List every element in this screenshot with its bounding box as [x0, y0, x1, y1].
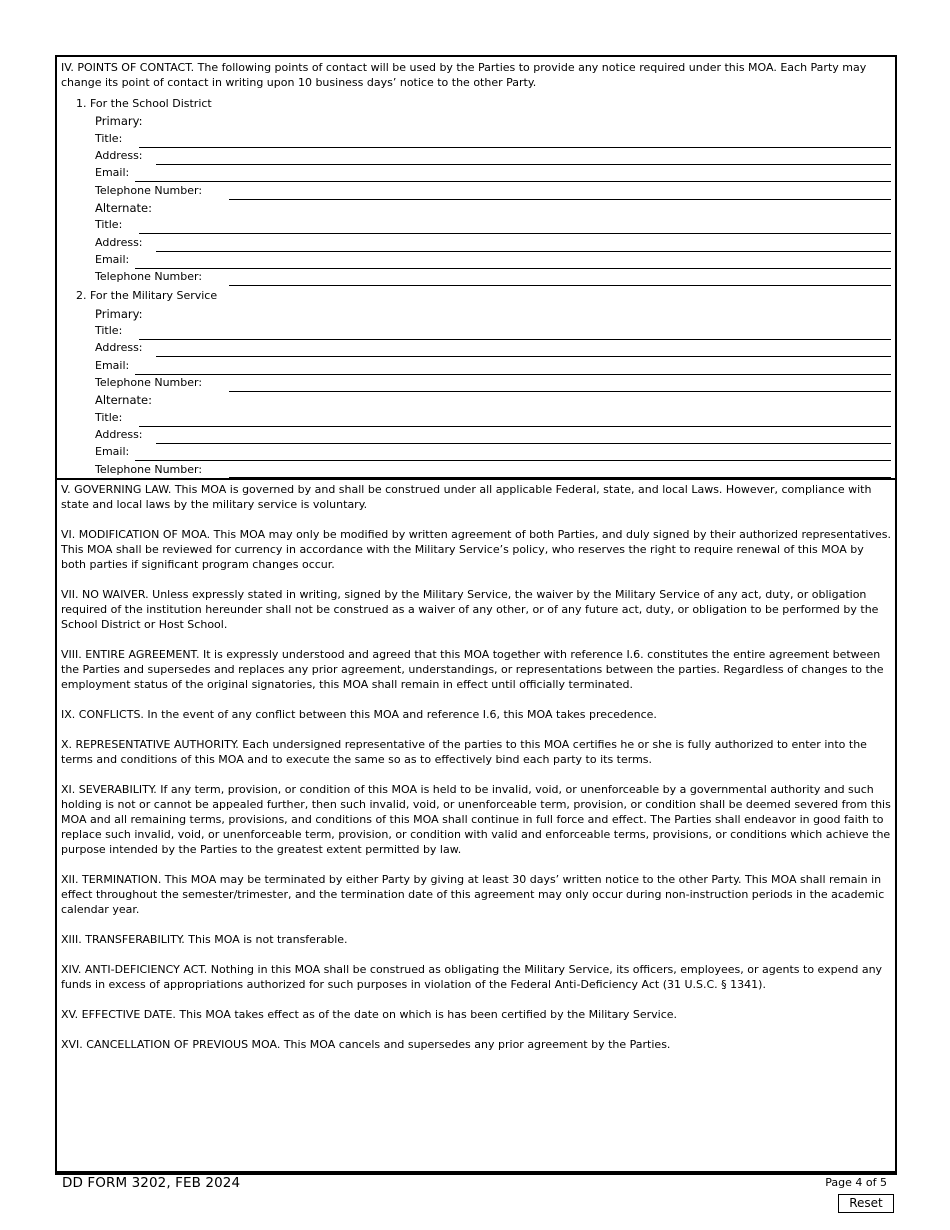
field-underline — [139, 233, 891, 234]
field-underline — [229, 391, 891, 392]
field-underline — [229, 199, 891, 200]
field-label: Telephone Number: — [95, 376, 203, 389]
military-service-alternate-title-input[interactable] — [141, 411, 889, 425]
school-district-alternate-title-input[interactable] — [141, 218, 889, 232]
section-divider — [57, 478, 895, 480]
field-underline — [156, 251, 891, 252]
school-district-primary-email-input[interactable] — [137, 166, 889, 180]
military-service-primary-address-input[interactable] — [158, 341, 889, 355]
school-district-alternate-address-input[interactable] — [158, 236, 889, 250]
military-service-primary-label: Primary: — [95, 307, 143, 321]
section-points-of-contact — [57, 57, 895, 478]
field-label: Address: — [95, 236, 143, 249]
clause-effective-date: XV. EFFECTIVE DATE. This MOA takes effect as of the date on which is has been certified by the Military Service. — [61, 1008, 678, 1021]
clause-conflicts: IX. CONFLICTS. In the event of any conflict between this MOA and reference I.6, this MOA takes precedence. — [61, 708, 657, 721]
military-service-alternate-address-input[interactable] — [158, 428, 889, 442]
school-district-alternate-email-input[interactable] — [137, 253, 889, 267]
field-underline — [135, 268, 891, 269]
school-district-heading: 1. For the School District — [76, 97, 212, 110]
military-service-primary-phone-input[interactable] — [231, 376, 889, 390]
field-label: Email: — [95, 166, 130, 179]
school-district-alternate-label: Alternate: — [95, 201, 152, 215]
frame-bottom-rule — [55, 1171, 897, 1173]
school-district-primary-title-input[interactable] — [141, 132, 889, 146]
military-service-alternate-label: Alternate: — [95, 393, 152, 407]
clause-no-waiver: VII. NO WAIVER. Unless expressly stated in writing, signed by the Military Service, the waiver by the Military Service of any act, duty, or obligation required of the institution hereunder shall not be construed as a waiver of any other, or of any future act, duty, or obligation to be performed by the School District or Host School. — [61, 588, 879, 631]
field-label: Address: — [95, 341, 143, 354]
school-district-primary-label: Primary: — [95, 114, 143, 128]
clause-governing-law: V. GOVERNING LAW. This MOA is governed by and shall be construed under all applicable Federal, state, and local Laws. However, compliance with state and local laws by the military service is voluntary. — [61, 483, 872, 511]
field-label: Address: — [95, 149, 143, 162]
field-label: Email: — [95, 445, 130, 458]
field-label: Title: — [95, 411, 123, 424]
field-underline — [139, 339, 891, 340]
clauses-section — [61, 482, 891, 1067]
clause-anti-deficiency: XIV. ANTI-DEFICIENCY ACT. Nothing in this MOA shall be construed as obligating the Military Service, its officers, employees, or agents to expend any funds in excess of appropriations authorized for such purposes in violation of the Federal Anti-Deficiency Act (31 U.S.C. § 1341). — [61, 963, 883, 991]
military-service-alternate-email-input[interactable] — [137, 445, 889, 459]
field-underline — [229, 285, 891, 286]
clause-entire-agreement: VIII. ENTIRE AGREEMENT. It is expressly understood and agreed that this MOA together with reference I.6. constitutes the entire agreement between the Parties and supersedes and replaces any prior agreement, understandings, or representations between the parties. Regardless of changes to the employment status of the original signatories, this MOA shall remain in effect until officially terminated. — [61, 648, 884, 691]
field-underline — [139, 426, 891, 427]
field-underline — [139, 147, 891, 148]
military-service-alternate-phone-input[interactable] — [231, 463, 889, 477]
field-underline — [135, 460, 891, 461]
field-label: Title: — [95, 218, 123, 231]
military-service-heading: 2. For the Military Service — [76, 289, 218, 302]
page-number: Page 4 of 5 — [825, 1176, 887, 1189]
military-service-primary-title-input[interactable] — [141, 324, 889, 338]
field-underline — [156, 164, 891, 165]
field-underline — [135, 181, 891, 182]
reset-button[interactable]: Reset — [838, 1194, 894, 1213]
school-district-primary-address-input[interactable] — [158, 149, 889, 163]
field-label: Title: — [95, 324, 123, 337]
clause-modification: VI. MODIFICATION OF MOA. This MOA may only be modified by written agreement of both Parties, and duly signed by their authorized representatives. This MOA shall be reviewed for currency in accordance with the Military Service’s policy, who reserves the right to require renewal of this MOA by both parties if significant program changes occur. — [61, 528, 891, 571]
field-underline — [135, 374, 891, 375]
form-number: DD FORM 3202, FEB 2024 — [62, 1175, 241, 1191]
clause-cancellation: XVI. CANCELLATION OF PREVIOUS MOA. This MOA cancels and supersedes any prior agreement by the Parties. — [61, 1038, 671, 1051]
field-label: Telephone Number: — [95, 184, 203, 197]
field-underline — [156, 443, 891, 444]
field-label: Address: — [95, 428, 143, 441]
field-label: Telephone Number: — [95, 463, 203, 476]
school-district-primary-phone-input[interactable] — [231, 184, 889, 198]
field-label: Email: — [95, 253, 130, 266]
school-district-alternate-phone-input[interactable] — [231, 270, 889, 284]
military-service-primary-email-input[interactable] — [137, 359, 889, 373]
form-frame — [55, 55, 897, 1175]
field-underline — [156, 356, 891, 357]
clause-representative-authority: X. REPRESENTATIVE AUTHORITY. Each undersigned representative of the parties to this MOA certifies he or she is fully authorized to enter into the terms and conditions of this MOA and to execute the same so as to effectively bind each party to its terms. — [61, 738, 867, 766]
field-label: Telephone Number: — [95, 270, 203, 283]
clause-termination: XII. TERMINATION. This MOA may be terminated by either Party by giving at least 30 days’ written notice to the other Party. This MOA shall remain in effect throughout the semester/trimester, and the termination date of this agreement may only occur during non-instruction periods in the academic calendar year. — [61, 873, 885, 916]
field-label: Email: — [95, 359, 130, 372]
field-label: Title: — [95, 132, 123, 145]
clause-transferability: XIII. TRANSFERABILITY. This MOA is not transferable. — [61, 933, 348, 946]
clause-severability: XI. SEVERABILITY. If any term, provision, or condition of this MOA is held to be invalid, void, or unenforceable by a governmental authority and such holding is not or cannot be appealed further, then such invalid, void, or unenforceable term, provision, or condition shall be deemed severed from this MOA and all remaining terms, provisions, and conditions of this MOA shall continue in full force and effect. The Parties shall endeavor in good faith to replace such invalid, void, or unenforceable term, provision, or condition with valid and enforceable terms, provisions, or conditions which achieve the purpose intended by the Parties to the greatest extent permitted by law. — [61, 783, 891, 856]
points-of-contact-intro: IV. POINTS OF CONTACT. The following points of contact will be used by the Parties to provide any notice required under this MOA. Each Party may change its point of contact in writing upon 10 business days’ notice to the other Party. — [61, 61, 867, 89]
